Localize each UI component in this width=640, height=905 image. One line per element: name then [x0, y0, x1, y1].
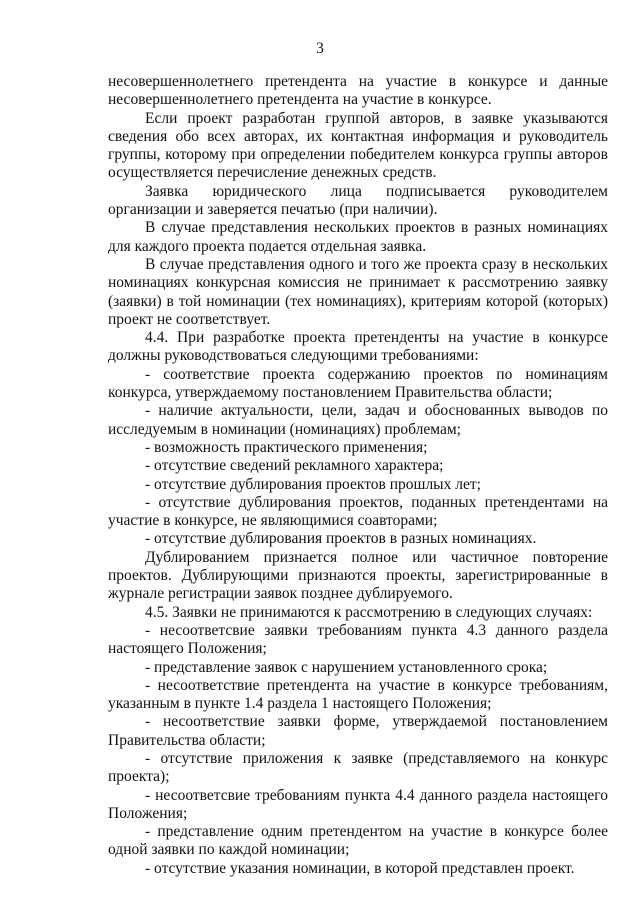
list-item: - представление заявок с нарушением установленного срока;	[145, 658, 548, 676]
list-item: - несоответсвие требованиям пункта 4.4 данного раздела настоящего Положения;	[108, 786, 608, 822]
list-item: - наличие актуальности, цели, задач и обоснованных выводов по исследуемым в номинации (номинациях) проблемам;	[108, 402, 608, 438]
body-text	[108, 73, 608, 878]
list-item: - возможность практического применения;	[145, 438, 428, 456]
paragraph: несовершеннолетнего претендента на участие в конкурсе и данные несовершеннолетнего претендента на участие в конкурсе.	[108, 73, 608, 109]
paragraph: Заявка юридического лица подписывается руководителем организации и заверяется печатью (при наличии).	[108, 182, 608, 219]
paragraph: 4.4. При разработке проекта претенденты на участие в конкурсе должны руководствоваться следующими требованиями:	[108, 329, 608, 365]
list-item: - отсутствие дублирования проектов, поданных претендентами на участие в конкурсе, не являющимися соавторами;	[108, 493, 608, 530]
list-item: - представление одним претендентом на участие в конкурсе более одной заявки по каждой номинации;	[108, 823, 608, 859]
list-item: - отсутствие сведений рекламного характера;	[145, 457, 444, 475]
list-item: - соответствие проекта содержанию проектов по номинациям конкурса, утверждаемому постановлением Правительства области;	[108, 365, 608, 402]
list-item: - несоответствие заявки форме, утверждаемой постановлением Правительства области;	[108, 713, 608, 749]
paragraph: В случае представления нескольких проектов в разных номинациях для каждого проекта подается отдельная заявка.	[108, 219, 608, 255]
paragraph: Дублированием признается полное или частичное повторение проектов. Дублирующими признаются проекты, зарегистрированные в журнале регистрации заявок позднее дублируемого.	[108, 548, 608, 603]
list-item: - несоответствие претендента на участие в конкурсе требованиям, указанным в пункте 1.4 раздела 1 настоящего Положения;	[108, 676, 608, 713]
list-item: - отсутствие дублирования проектов прошлых лет;	[145, 475, 481, 493]
paragraph: 4.5. Заявки не принимаются к рассмотрению в следующих случаях:	[145, 603, 593, 621]
list-item: - отсутствие дублирования проектов в разных номинациях.	[145, 530, 537, 548]
paragraph: В случае представления одного и того же проекта сразу в нескольких номинациях конкурсная комиссия не принимает к рассмотрению заявку (заявки) в той номинации (тех номинациях), критериям которой (которых) проект не соответствует.	[108, 255, 608, 328]
list-item: - отсутствие указания номинации, в которой представлен проект.	[145, 859, 575, 877]
page-number: 3	[316, 40, 324, 57]
list-item: - несоответсвие заявки требованиям пункта 4.3 данного раздела настоящего Положения;	[108, 621, 608, 658]
paragraph: Если проект разработан группой авторов, в заявке указываются сведения обо всех авторах, их контактная информация и руководитель группы, которому при определении победителем конкурса группы авторов осуществляется перечисление денежных средств.	[108, 109, 608, 182]
list-item: - отсутствие приложения к заявке (представляемого на конкурс проекта);	[108, 749, 608, 786]
